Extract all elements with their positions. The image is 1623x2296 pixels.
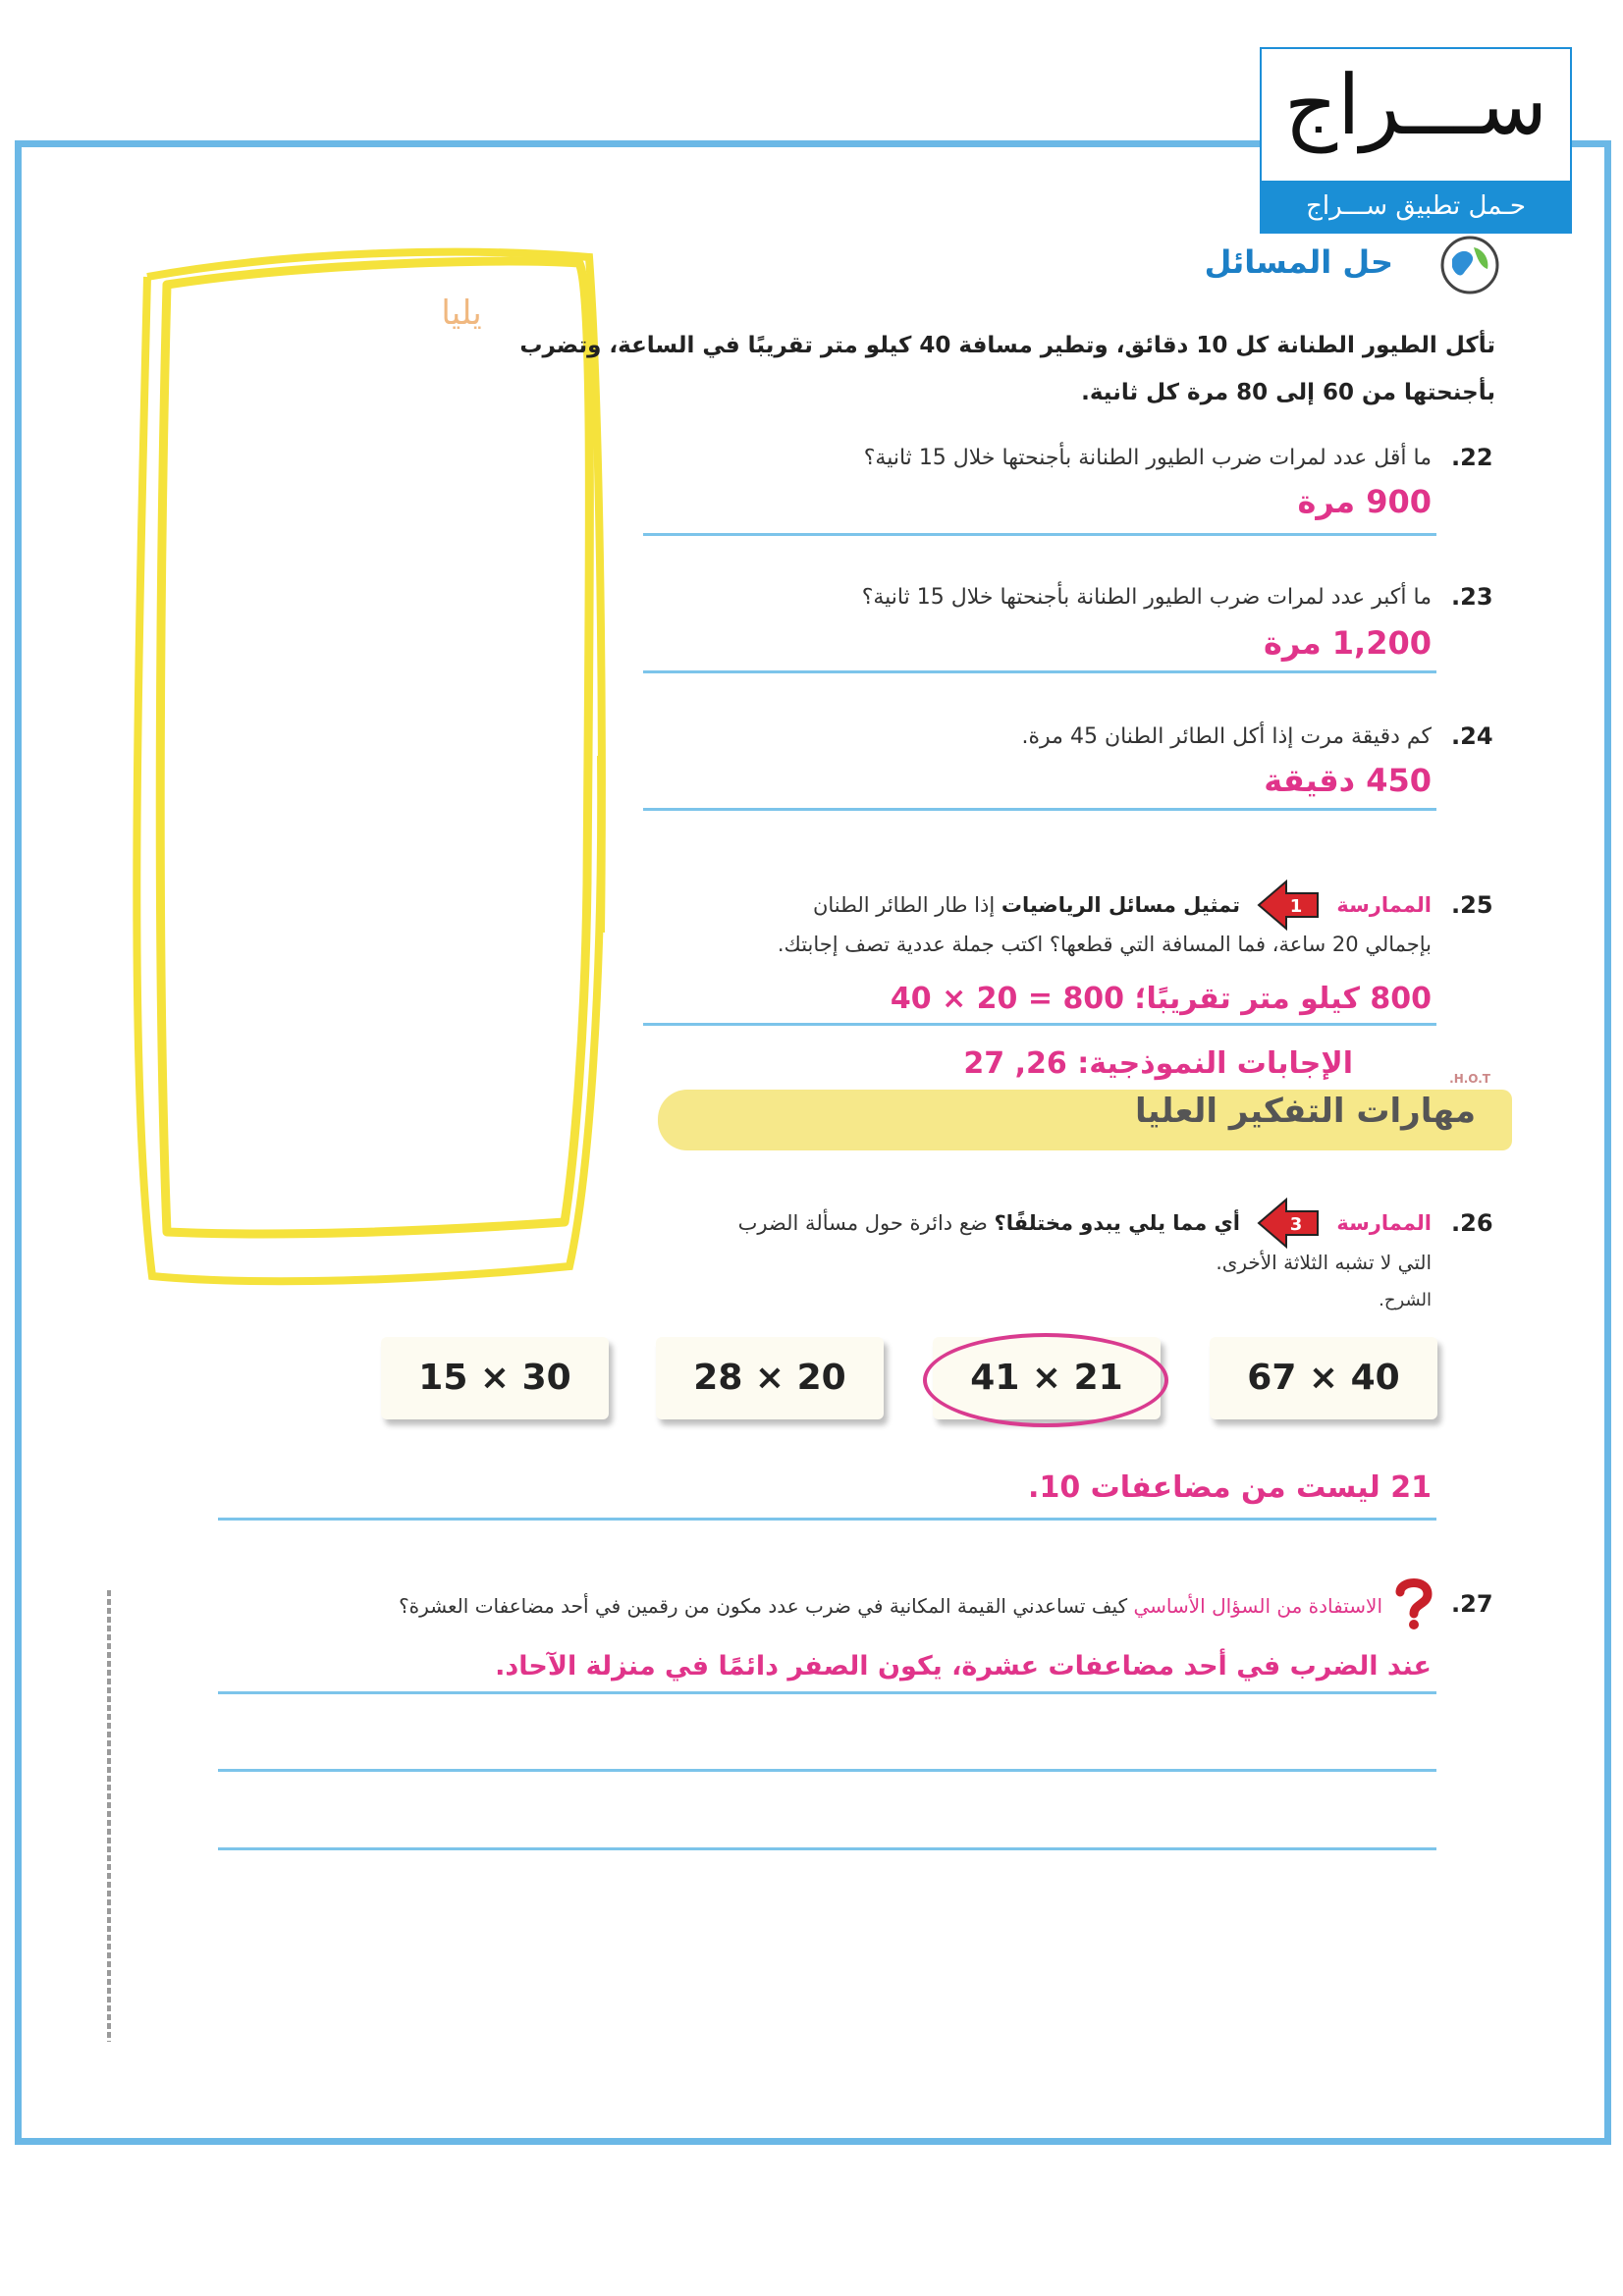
- logo-word: ســـراج: [1283, 57, 1548, 153]
- svg-text:1: 1: [1289, 896, 1303, 917]
- answer-line: [643, 670, 1436, 673]
- siraj-logo: [1260, 47, 1572, 234]
- multiplication-card: 28 × 20: [656, 1337, 884, 1419]
- answer-line: [218, 1691, 1436, 1694]
- red-arrow-badge-icon: [1257, 1198, 1320, 1249]
- question-26-answer: 21 ليست من مضاعفات 10.: [1028, 1470, 1432, 1505]
- faint-stamp: يليا: [441, 294, 482, 333]
- question-number-26: .26: [1451, 1209, 1493, 1237]
- answer-line: [218, 1769, 1436, 1772]
- intro-paragraph: تأكل الطيور الطنانة كل 10 دقائق، وتطير مسافة 40 كيلو متر تقريبًا في الساعة، وتضرب بأجنحتها من 60 إلى 80 مرة كل ثانية.: [519, 333, 1495, 405]
- question-number-27: .27: [1451, 1590, 1493, 1618]
- hot-problems-title: مهارات التفكير العليا: [1134, 1092, 1476, 1131]
- answer-line: [643, 808, 1436, 811]
- question-25-answer: 800 كيلو متر تقريبًا؛ 800 = 20 × 40: [890, 982, 1432, 1016]
- question-23-answer: 1,200 مرة: [1264, 624, 1432, 662]
- question-number-22: .22: [1451, 444, 1493, 471]
- red-arrow-badge-icon: [1257, 880, 1320, 931]
- question-27-answer: عند الضرب في أحد مضاعفات عشرة، يكون الصفر دائمًا في منزلة الآحاد.: [495, 1651, 1432, 1682]
- practice-label: الممارسة: [1336, 893, 1432, 917]
- question-22-text: ما أقل عدد لمرات ضرب الطيور الطنانة بأجنحتها خلال 15 ثانية؟: [863, 446, 1432, 470]
- hot-tag: H.O.T.: [1449, 1072, 1490, 1086]
- multiplication-card-circled: 41 × 21: [933, 1337, 1161, 1419]
- question-25-first-line: تمثيل مسائل الرياضيات إذا طار الطائر الطنان: [812, 893, 1240, 917]
- question-26-first-line: أي مما يلي يبدو مختلفًا؟ ضع دائرة حول مسألة الضرب: [737, 1211, 1240, 1235]
- logo-tagline: حـمل تطبيق ســـراج: [1262, 181, 1570, 232]
- question-23-text: ما أكبر عدد لمرات ضرب الطيور الطنانة بأجنحتها خلال 15 ثانية؟: [861, 585, 1432, 610]
- answer-line: [218, 1518, 1436, 1521]
- multiplication-card: 15 × 30: [381, 1337, 609, 1419]
- question-number-25: .25: [1451, 891, 1493, 919]
- question-mark-icon: [1392, 1576, 1435, 1629]
- model-answers-label: الإجابات النموذجية: 26, 27: [963, 1046, 1353, 1081]
- answer-line: [643, 533, 1436, 536]
- section-title: حل المسائل: [1204, 243, 1393, 281]
- answer-line: [643, 1023, 1436, 1026]
- question-24-answer: 450 دقيقة: [1264, 762, 1432, 799]
- question-26-second-line: التي لا تشبه الثلاثة الأخرى.: [1216, 1251, 1432, 1274]
- question-27-text: الاستفادة من السؤال الأساسي كيف تساعدني القيمة المكانية في ضرب عدد مكون من رقمين في أحد مضاعفات العشرة؟: [399, 1594, 1382, 1618]
- question-number-23: .23: [1451, 583, 1493, 611]
- answer-line: [218, 1847, 1436, 1850]
- multiplication-card: 67 × 40: [1210, 1337, 1437, 1419]
- answer-circle: [923, 1333, 1168, 1427]
- question-22-answer: 900 مرة: [1297, 483, 1432, 520]
- question-26-explain: الشرح.: [1379, 1290, 1432, 1310]
- practice-label: الممارسة: [1336, 1211, 1432, 1235]
- question-25-second-line: بإجمالي 20 ساعة، فما المسافة التي قطعها؟ اكتب جملة عددية تصف إجابتك.: [777, 933, 1432, 956]
- globe-icon: [1438, 234, 1501, 296]
- svg-text:3: 3: [1289, 1214, 1303, 1235]
- question-24-text: كم دقيقة مرت إذا أكل الطائر الطنان 45 مرة.: [1021, 724, 1432, 749]
- copyright-side-note: [101, 1590, 117, 2042]
- question-number-24: .24: [1451, 722, 1493, 750]
